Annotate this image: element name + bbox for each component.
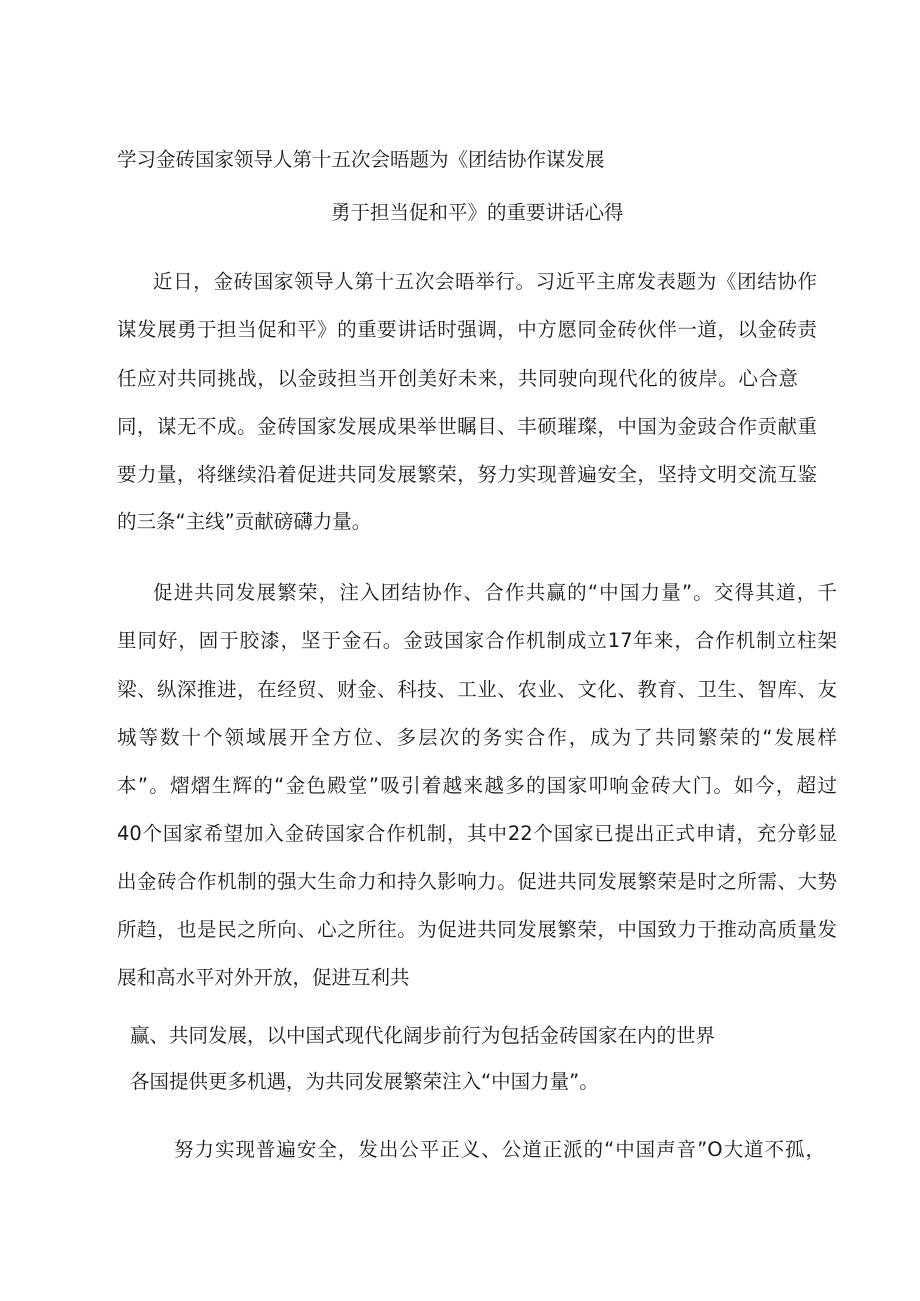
paragraph-2-line-5: 本”。熠熠生辉的“金色殿堂”吸引着越来越多的国家叩响金砖大门。如今，超过 <box>117 774 837 797</box>
title-line-1: 学习金砖国家领导人第十五次会晤题为《团结协作谋发展 <box>117 148 605 171</box>
paragraph-1-line-6: 的三条“主线”贡献磅礴力量。 <box>117 510 372 533</box>
paragraph-4-line-1: 努力实现普遍安全，发出公平正义、公道正派的“中国声音”O大道不孤， <box>174 1138 825 1161</box>
paragraph-1-line-5: 要力量，将继续沿着促进共同发展繁荣，努力实现普遍安全，坚持文明交流互鉴 <box>117 463 817 486</box>
paragraph-3-line-2: 各国提供更多机遇，为共同发展繁荣注入“中国力量”。 <box>130 1070 599 1093</box>
paragraph-2-line-6: 40个国家希望加入金砖国家合作机制，其中22个国家已提出正式申请，充分彰显 <box>117 822 837 845</box>
paragraph-2-line-7: 出金砖合作机制的强大生命力和持久影响力。促进共同发展繁荣是时之所需、大势 <box>117 870 837 893</box>
paragraph-2-line-3: 梁、纵深推进，在经贸、财金、科技、工业、农业、文化、教育、卫生、智库、友 <box>117 678 837 701</box>
title-line-2: 勇于担当促和平》的重要讲话心得 <box>331 201 624 224</box>
paragraph-1-line-4: 同，谋无不成。金砖国家发展成果举世瞩目、丰硕璀璨，中国为金豉合作贡献重 <box>117 415 817 438</box>
paragraph-2-line-2: 里同好，固于胶漆，坚于金石。金豉国家合作机制成立17年来，合作机制立柱架 <box>117 629 837 652</box>
paragraph-2-line-9: 展和高水平对外开放，促进互利共 <box>117 966 410 989</box>
paragraph-2-line-8: 所趋，也是民之所向、心之所往。为促进共同发展繁荣，中国致力于推动高质量发 <box>117 918 837 941</box>
paragraph-1-line-3: 任应对共同挑战，以金豉担当开创美好未来，共同驶向现代化的彼岸。心合意 <box>117 367 798 390</box>
paragraph-2-line-4: 城等数十个领域展开全方位、多层次的务实合作，成为了共同繁荣的“发展样 <box>117 726 837 749</box>
paragraph-2-line-1: 促进共同发展繁荣，注入团结协作、合作共赢的“中国力量”。交得其道，千 <box>153 581 837 604</box>
paragraph-3-line-1: 赢、共同发展，以中国式现代化阔步前行为包括金砖国家在内的世界 <box>130 1024 716 1047</box>
paragraph-1-line-2: 谋发展勇于担当促和平》的重要讲话时强调，中方愿同金砖伙伴一道，以金砖责 <box>117 318 817 341</box>
paragraph-1-line-1: 近日，金砖国家领导人第十五次会晤举行。习近平主席发表题为《团结协作 <box>153 270 817 293</box>
